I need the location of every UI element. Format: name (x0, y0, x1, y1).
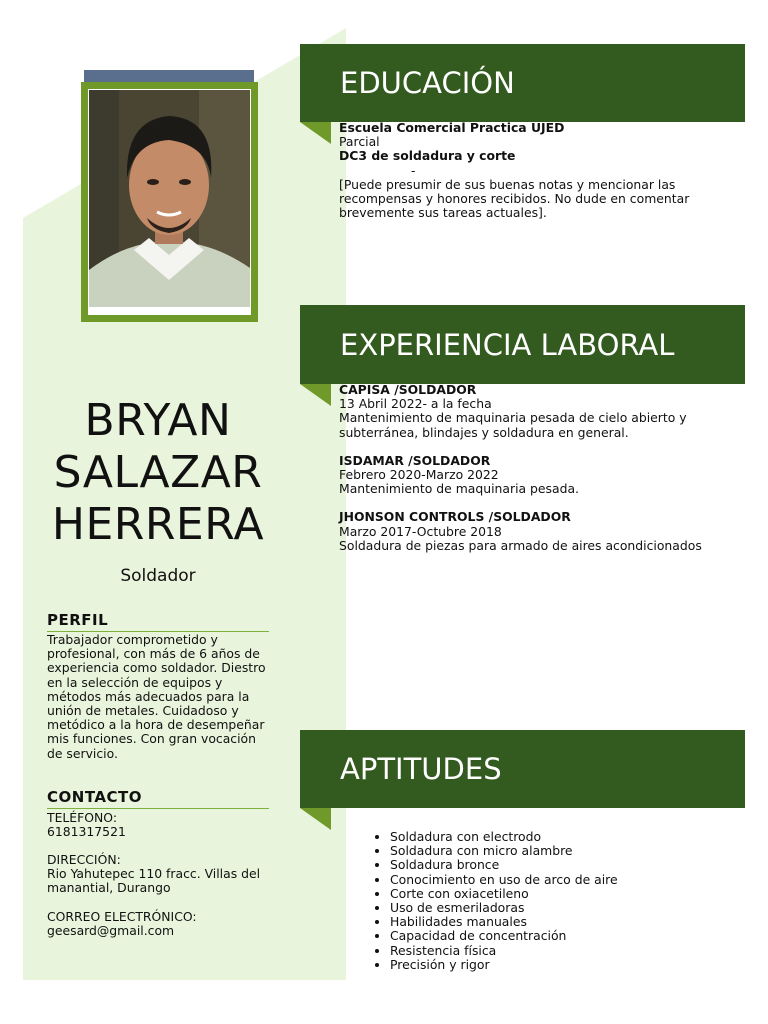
aptitudes-list (362, 830, 750, 972)
list-item: • Capacidad de concentración (390, 929, 750, 943)
experiencia-heading: EXPERIENCIA LABORAL (340, 327, 675, 362)
job-description: Soldadura de piezas para armado de aires acondicionados (339, 537, 702, 553)
list-item: • Corte con oxiacetileno (390, 887, 750, 901)
perfil-heading: PERFIL (47, 611, 269, 632)
email-label: CORREO ELECTRÓNICO: (47, 909, 197, 924)
list-item: • Uso de esmeriladoras (390, 901, 750, 915)
list-item: • Habilidades manuales (390, 915, 750, 929)
list-item: • Resistencia física (390, 944, 750, 958)
educacion-banner (300, 44, 745, 122)
contact-phone (47, 811, 272, 839)
name-line-last: HERRERA (51, 499, 265, 550)
person-name (30, 395, 286, 551)
profile-photo-frame (81, 82, 258, 322)
contacto-heading: CONTACTO (47, 788, 269, 809)
education-school: Escuela Comercial Practica UJED (339, 120, 565, 135)
job-entry (339, 383, 729, 440)
education-note: [Puede presumir de sus buenas notas y mencionar las recompensas y honores recibidos. No dude en comentar brevemente sus tareas actuales]. (339, 176, 690, 221)
job-title: JHONSON CONTROLS /SOLDADOR (339, 509, 571, 525)
list-item: • Precisión y rigor (390, 958, 750, 972)
education-dash: - (411, 162, 416, 178)
phone-label: TELÉFONO: (47, 810, 117, 825)
list-item: • Conocimiento en uso de arco de aire (390, 873, 750, 887)
address-value: Rio Yahutepec 110 fracc. Villas del manantial, Durango (47, 866, 261, 896)
job-dates: 13 Abril 2022- a la fecha (339, 396, 492, 412)
education-status: Parcial (339, 134, 380, 150)
contact-email (47, 910, 272, 938)
experiencia-banner (300, 305, 745, 384)
profile-photo (89, 90, 250, 307)
job-description: Mantenimiento de maquinaria pesada. (339, 481, 579, 497)
job-entry (339, 510, 729, 553)
education-course: DC3 de soldadura y corte (339, 148, 516, 164)
job-role: Soldador (120, 566, 196, 586)
job-title: CAPISA /SOLDADOR (339, 382, 477, 397)
email-value: geesard@gmail.com (47, 923, 175, 939)
list-item: • Soldadura con electrodo (390, 830, 750, 844)
educacion-content (339, 121, 729, 220)
name-line-middle: SALAZAR (53, 447, 263, 498)
aptitudes-banner (300, 730, 745, 808)
job-entry (339, 454, 729, 497)
job-dates: Marzo 2017-Octubre 2018 (339, 523, 502, 539)
job-description: Mantenimiento de maquinaria pesada de cielo abierto y subterránea, blindajes y soldadura en general. (339, 410, 687, 440)
job-dates: Febrero 2020-Marzo 2022 (339, 467, 499, 483)
contact-address (47, 853, 272, 896)
address-label: DIRECCIÓN: (47, 852, 121, 867)
experiencia-content (339, 383, 729, 567)
educacion-heading: EDUCACIÓN (340, 66, 515, 100)
job-title: ISDAMAR /SOLDADOR (339, 452, 491, 468)
list-item: • Soldadura bronce (390, 858, 750, 872)
aptitudes-heading: APTITUDES (340, 752, 502, 786)
name-line-first: BRYAN (84, 395, 232, 446)
phone-value: 6181317521 (47, 824, 126, 840)
list-item: • Soldadura con micro alambre (390, 844, 750, 858)
perfil-text: Trabajador comprometido y profesional, con más de 6 años de experiencia como soldador. Diestro en la selección de equipos y métodos más adecuados para la unión de metales. Cuidadoso y metódico a la hora de desempeñar mis funciones. Con gran vocación de servicio. (47, 632, 266, 761)
